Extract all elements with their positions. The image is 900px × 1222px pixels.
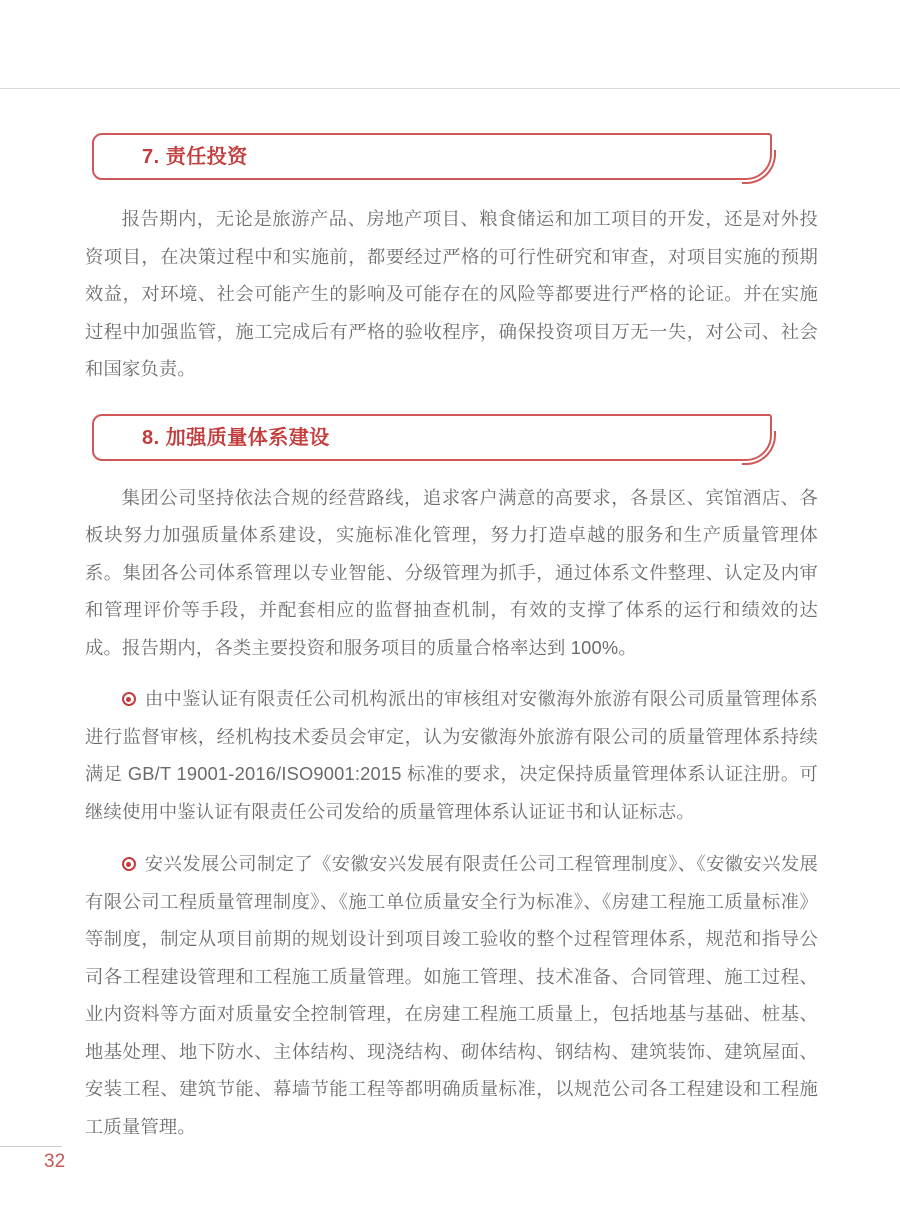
section-7-title: 7. 责任投资 <box>142 146 248 168</box>
section-8-title: 8. 加强质量体系建设 <box>142 426 330 449</box>
bullet-1-text: 由中鉴认证有限责任公司机构派出的审核组对安徽海外旅游有限公司质量管理体系进行监督审核，经机构技术委员会审定，认为安徽海外旅游有限公司的质量管理体系持续满足 GB/T 19001-2016/ISO9001:2015 标准的要求，决定保持质量管理体系认证注册。可继续使用中鉴认证有限责任公司发给的质量管理体系认证证书和认证标志。 <box>85 688 818 822</box>
page-number: 32 <box>44 1151 66 1172</box>
bullseye-bullet-icon <box>122 692 136 706</box>
section-heading-box-7 <box>92 133 772 180</box>
section-8-intro-paragraph: 集团公司坚持依法合规的经营路线，追求客户满意的高要求，各景区、宾馆酒店、各板块努力加强质量体系建设，实施标准化管理，努力打造卓越的服务和生产质量管理体系。集团各公司体系管理以专业智能、分级管理为抓手，通过体系文件整理、认定及内审和管理评价等手段，并配套相应的监督抽查机制，有效的支撑了体系的运行和绩效的达成。报告期内，各类主要投资和服务项目的质量合格率达到 100%。 <box>85 486 818 658</box>
bullseye-bullet-icon <box>122 857 136 871</box>
bullet-2-text: 安兴发展公司制定了《安徽安兴发展有限责任公司工程管理制度》、《安徽安兴发展有限公司工程质量管理制度》、《施工单位质量安全行为标准》、《房建工程施工质量标准》等制度，制定从项目前期的规划设计到项目竣工验收的整个过程管理体系，规范和指导公司各工程建设管理和工程施工质量管理。如施工管理、技术准备、合同管理、施工过程、业内资料等方面对质量安全控制管理，在房建工程施工质量上，包括地基与基础、桩基、地基处理、地下防水、主体结构、现浇结构、砌体结构、钢结构、建筑装饰、建筑屋面、安装工程、建筑节能、幕墙节能工程等都明确质量标准，以规范公司各工程建设和工程施工质量管理。 <box>85 853 818 1137</box>
page-content <box>85 0 818 1145</box>
section-7-paragraph: 报告期内，无论是旅游产品、房地产项目、粮食储运和加工项目的开发，还是对外投资项目，在决策过程中和实施前，都要经过严格的可行性研究和审查，对项目实施的预期效益，对环境、社会可能产生的影响及可能存在的风险等都要进行严格的论证。并在实施过程中加强监管，施工完成后有严格的验收程序，确保投资项目万无一失，对公司、社会和国家负责。 <box>85 208 818 379</box>
section-heading-box-8 <box>92 414 772 461</box>
footer-divider <box>0 1146 62 1147</box>
section-8-bullet-item <box>85 845 818 1145</box>
section-8-bullet-item <box>85 680 818 830</box>
